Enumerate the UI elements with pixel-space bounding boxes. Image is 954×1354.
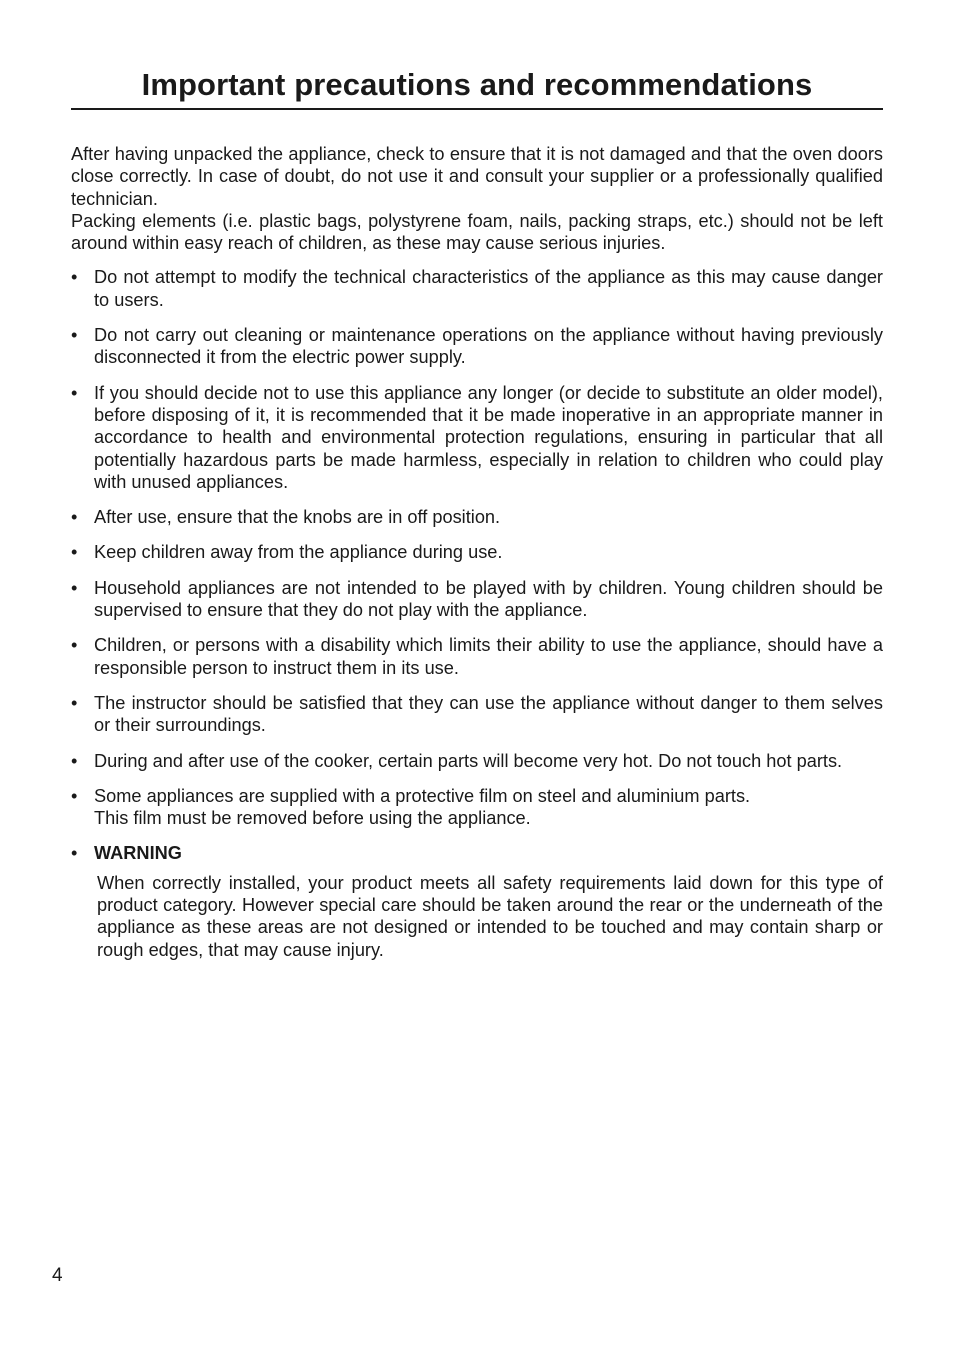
list-item-text: After use, ensure that the knobs are in off position.: [94, 507, 501, 528]
bullet-icon: •: [71, 843, 78, 864]
list-item: [71, 541, 883, 563]
list-item: [71, 577, 883, 622]
list-item-text: During and after use of the cooker, certain parts will become very hot. Do not touch hot parts.: [94, 750, 843, 771]
bullet-icon: •: [71, 750, 78, 771]
bullet-icon: •: [71, 692, 78, 713]
intro-section: [71, 143, 883, 254]
warning-body: When correctly installed, your product meets all safety requirements laid down for this type of product category. However special care should be taken around the rear or the underneath of the appliance as these areas are not designed or intended to be touched and may contain sharp or rough edges, that may cause injury.: [97, 872, 883, 960]
warning-item: [71, 842, 883, 960]
intro-paragraph: After having unpacked the appliance, check to ensure that it is not damaged and that the oven doors close correctly. In case of doubt, do not use it and consult your supplier or a professionally qualified technician.: [71, 144, 883, 209]
list-item-text: Household appliances are not intended to be played with by children. Young children should be supervised to ensure that they do not play with the appliance.: [94, 577, 883, 621]
bullet-icon: •: [71, 267, 78, 288]
list-item-text: Do not attempt to modify the technical characteristics of the appliance as this may cause danger to users.: [94, 267, 883, 310]
list-item: [71, 692, 883, 737]
precautions-list: [71, 266, 883, 960]
page-title: Important precautions and recommendations: [141, 67, 813, 102]
bullet-icon: •: [71, 325, 78, 346]
list-item: [71, 324, 883, 369]
list-item: [71, 750, 883, 772]
bullet-icon: •: [71, 785, 78, 806]
intro-paragraph: Packing elements (i.e. plastic bags, polystyrene foam, nails, packing straps, etc.) should not be left around within easy reach of children, as these may cause serious injuries.: [71, 210, 883, 254]
bullet-icon: •: [71, 542, 78, 563]
list-item: [71, 634, 883, 679]
bullet-icon: •: [71, 382, 78, 403]
warning-title: WARNING: [94, 843, 182, 864]
list-item-text: If you should decide not to use this appliance any longer (or decide to substitute an older model), before disposing of it, it is recommended that it be made inoperative in an appropriate manner in accordance to health and environmental protection regulations, ensuring in particular that all potentially hazardous parts be made harmless, especially in relation to children who could play with unused appliances.: [94, 382, 883, 492]
content-body: [71, 143, 883, 974]
list-item: [71, 266, 883, 311]
list-item: [71, 785, 883, 830]
list-item: [71, 382, 883, 493]
list-item-text: Do not carry out cleaning or maintenance operations on the appliance without having previously disconnected it from the electric power supply.: [94, 325, 883, 368]
title-block: [71, 66, 883, 110]
list-item-text: This film must be removed before using the appliance.: [94, 808, 531, 829]
list-item: [71, 506, 883, 528]
list-item-text: Keep children away from the appliance during use.: [94, 542, 503, 563]
page-number: 4: [52, 1265, 63, 1286]
bullet-icon: •: [71, 507, 78, 528]
list-item-text: Children, or persons with a disability which limits their ability to use the appliance, should have a responsible person to instruct them in its use.: [94, 635, 883, 678]
list-item-text: The instructor should be satisfied that they can use the appliance without danger to them selves or their surroundings.: [94, 692, 883, 736]
bullet-icon: •: [71, 577, 78, 598]
list-item-text: Some appliances are supplied with a protective film on steel and aluminium parts.: [94, 785, 751, 806]
bullet-icon: •: [71, 635, 78, 656]
